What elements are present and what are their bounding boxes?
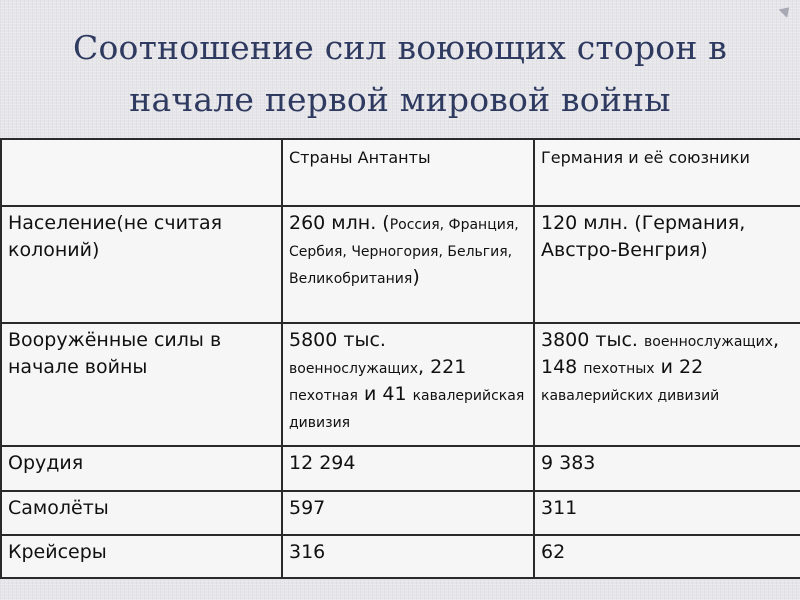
cell-central-population: 120 млн. (Германия, Австро-Венгрия) [534, 206, 800, 323]
table-row-cruisers [1, 535, 800, 578]
table-header-row [1, 139, 800, 206]
corner-mark-icon [779, 3, 794, 18]
table-row-population [1, 206, 800, 323]
cell-central-cruisers: 62 [534, 535, 800, 578]
title-line-2: начале первой мировой войны [129, 80, 671, 119]
cell-central-armed-forces: 3800 тыс. военнослужащих, 148 пехотных и 22 кавалерийских дивизий [534, 323, 800, 446]
row-label-armed-forces: Вооружённые силы в начале войны [1, 323, 282, 446]
cell-entente-guns: 12 294 [282, 446, 534, 491]
cell-entente-population: 260 млн. (Россия, Франция, Сербия, Черногория, Бельгия, Великобритания) [282, 206, 534, 323]
cell-entente-planes: 597 [282, 491, 534, 535]
row-label-cruisers: Крейсеры [1, 535, 282, 578]
table-row-armed-forces [1, 323, 800, 446]
row-label-guns: Орудия [1, 446, 282, 491]
row-label-population: Население(не считая колоний) [1, 206, 282, 323]
header-empty-cell [1, 139, 282, 206]
cell-entente-cruisers: 316 [282, 535, 534, 578]
slide-title [0, 22, 800, 126]
table-row-planes [1, 491, 800, 535]
title-line-1: Соотношение сил воюющих сторон в [73, 28, 727, 67]
cell-entente-armed-forces: 5800 тыс. военнослужащих, 221 пехотная и 41 кавалерийская дивизия [282, 323, 534, 446]
row-label-planes: Самолёты [1, 491, 282, 535]
forces-table [0, 138, 800, 579]
cell-central-guns: 9 383 [534, 446, 800, 491]
header-central-powers: Германия и её союзники [534, 139, 800, 206]
header-entente: Страны Антанты [282, 139, 534, 206]
cell-central-planes: 311 [534, 491, 800, 535]
table-row-guns [1, 446, 800, 491]
